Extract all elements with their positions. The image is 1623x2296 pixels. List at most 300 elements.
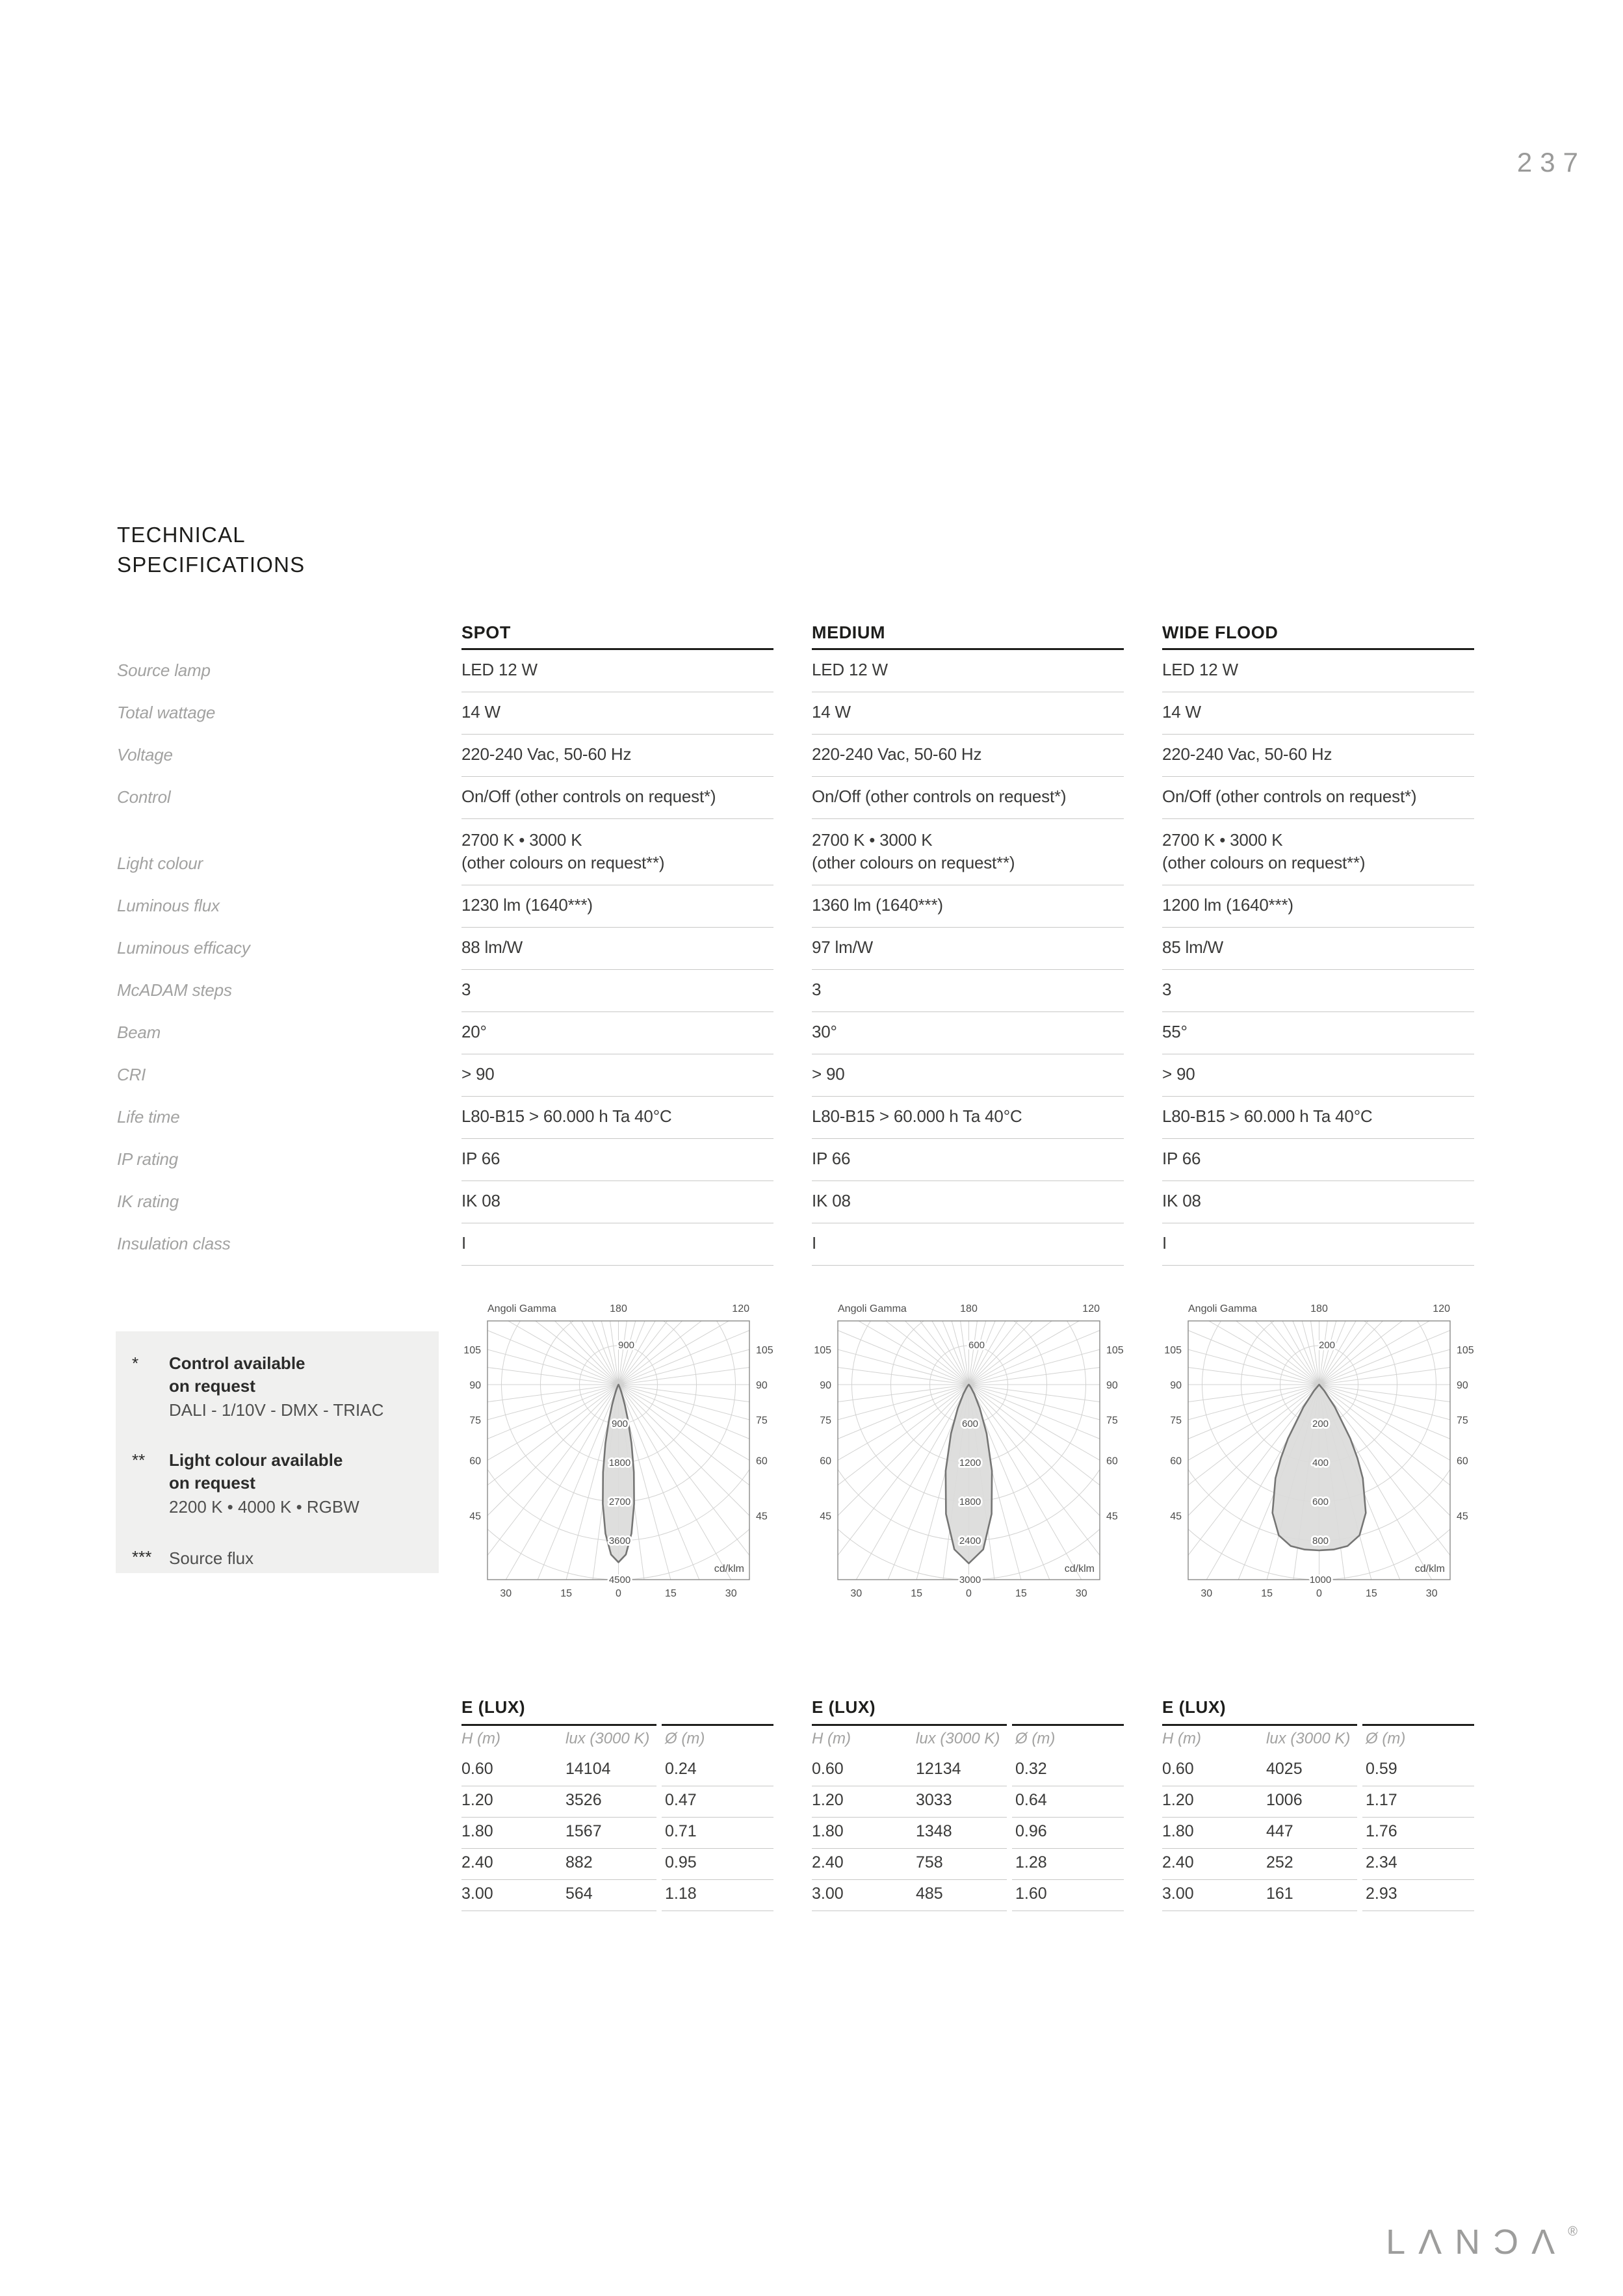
chart-label: 30 — [1425, 1588, 1438, 1599]
lux-cell-diameter: 0.95 — [662, 1849, 773, 1880]
spec-value-line: IK 08 — [461, 1191, 500, 1210]
lux-cell-lux: 4025 — [1266, 1760, 1303, 1778]
chart-label: 90 — [756, 1380, 768, 1391]
chart-label: 15 — [1015, 1588, 1027, 1599]
chart-label: 90 — [1170, 1380, 1182, 1391]
spec-value-line: 97 lm/W — [812, 937, 873, 957]
lux-cell-lux: 485 — [916, 1885, 943, 1903]
lux-data-row — [461, 1786, 773, 1818]
lux-cell-lux: 1348 — [916, 1822, 952, 1840]
spec-row-label: McADAM steps — [117, 980, 232, 1000]
chart-label: 400 — [1312, 1457, 1329, 1468]
lux-cell-lux: 12134 — [916, 1760, 961, 1778]
lux-cell-diameter: 0.24 — [662, 1755, 773, 1786]
footnote — [132, 1352, 427, 1422]
lux-cell-diameter: 1.76 — [1362, 1818, 1474, 1849]
spec-value — [461, 928, 773, 970]
spec-value-line: IP 66 — [812, 1149, 851, 1168]
footnote-title-line: Control available — [169, 1353, 305, 1373]
lux-row-group — [812, 1755, 1007, 1786]
spec-value-line: 85 lm/W — [1162, 937, 1223, 957]
chart-label: 105 — [1164, 1345, 1182, 1357]
chart-label: 30 — [850, 1588, 863, 1599]
wide-flood-photometric-chart — [1162, 1295, 1474, 1600]
lux-cell-diameter: 2.34 — [1362, 1849, 1474, 1880]
chart-label: 60 — [1457, 1455, 1468, 1467]
spec-value — [1162, 1223, 1474, 1266]
lux-cell-lux: 447 — [1266, 1822, 1293, 1840]
spec-row-label: IP rating — [117, 1149, 179, 1169]
column-header-medium: MEDIUM — [812, 619, 1124, 650]
footnote-mark: * — [132, 1353, 139, 1373]
lux-cell-height: 0.60 — [461, 1760, 493, 1778]
chart-label: 900 — [617, 1340, 635, 1351]
chart-label: cd/klm — [714, 1563, 744, 1574]
spec-value — [812, 650, 1124, 692]
lux-cell-height: 1.20 — [461, 1791, 493, 1809]
spec-value-line: 1200 lm (1640***) — [1162, 895, 1293, 915]
spec-value — [461, 1012, 773, 1054]
lux-row-group — [812, 1786, 1007, 1818]
spec-value-line: 88 lm/W — [461, 937, 523, 957]
lux-header-group — [812, 1726, 1007, 1755]
spec-value-line: > 90 — [812, 1064, 845, 1084]
chart-label: 4500 — [608, 1574, 631, 1585]
lux-header-diameter: Ø (m) — [1366, 1730, 1406, 1747]
spec-value-line: IP 66 — [461, 1149, 500, 1168]
chart-label: 30 — [500, 1588, 512, 1599]
chart-label: 75 — [469, 1415, 481, 1426]
spec-value-line: 20° — [461, 1022, 487, 1041]
lux-cell-lux: 14104 — [565, 1760, 611, 1778]
chart-label: 1800 — [959, 1496, 981, 1507]
chart-label: 15 — [1261, 1588, 1273, 1599]
lux-data-row — [1162, 1880, 1474, 1911]
spec-value — [1162, 650, 1474, 692]
lux-cell-lux: 564 — [565, 1885, 593, 1903]
spec-row-label: Total wattage — [117, 703, 216, 722]
chart-label: 200 — [1318, 1340, 1336, 1351]
lux-cell-height: 0.60 — [812, 1760, 844, 1778]
chart-label: 800 — [1312, 1535, 1329, 1546]
spec-value-line: 14 W — [812, 702, 851, 722]
spec-value — [812, 1097, 1124, 1139]
spec-value — [461, 692, 773, 735]
spec-row-label: Light colour — [117, 854, 203, 873]
chart-label: 120 — [732, 1303, 749, 1314]
lux-data-row — [812, 1755, 1124, 1786]
spec-value-line: L80-B15 > 60.000 h Ta 40°C — [1162, 1106, 1373, 1126]
chart-label: 3000 — [959, 1574, 981, 1585]
spec-value — [812, 1139, 1124, 1181]
lux-cell-diameter: 0.47 — [662, 1786, 773, 1818]
chart-label: 120 — [1082, 1303, 1100, 1314]
spec-value-line: I — [812, 1233, 817, 1253]
lux-header-diameter: Ø (m) — [1015, 1730, 1056, 1747]
lux-header-height: H (m) — [461, 1730, 500, 1747]
lux-row-group — [1162, 1880, 1357, 1911]
spec-row-label: Control — [117, 787, 171, 807]
spec-row-label: Luminous flux — [117, 896, 220, 915]
spec-value — [1162, 970, 1474, 1012]
spec-value — [1162, 1054, 1474, 1097]
footnote-mark: ** — [132, 1450, 146, 1470]
lux-cell-height: 1.20 — [812, 1791, 844, 1809]
spec-value-line: On/Off (other controls on request*) — [461, 787, 716, 806]
spec-value-line: 220-240 Vac, 50-60 Hz — [461, 744, 632, 764]
spec-value — [1162, 692, 1474, 735]
lux-cell-diameter: 1.18 — [662, 1880, 773, 1911]
lux-cell-lux: 1006 — [1266, 1791, 1303, 1809]
spec-value-line: 55° — [1162, 1022, 1188, 1041]
lux-table-title: E (LUX) — [812, 1697, 876, 1717]
spec-value-line: 30° — [812, 1022, 837, 1041]
spec-row-label: IK rating — [117, 1192, 179, 1211]
spec-value-line: 1230 lm (1640***) — [461, 895, 593, 915]
chart-label: 45 — [820, 1511, 831, 1522]
chart-label: 0 — [1316, 1588, 1322, 1599]
footnote-title-line: on request — [169, 1376, 255, 1396]
page-title — [117, 520, 305, 580]
lux-cell-diameter: 1.17 — [1362, 1786, 1474, 1818]
spec-value — [812, 928, 1124, 970]
spec-value-line: 220-240 Vac, 50-60 Hz — [1162, 744, 1332, 764]
chart-label: 180 — [1310, 1303, 1328, 1314]
spec-value — [1162, 885, 1474, 928]
lux-cell-height: 0.60 — [1162, 1760, 1194, 1778]
spec-value-line: 2700 K • 3000 K — [1162, 830, 1283, 850]
chart-label: 60 — [756, 1455, 768, 1467]
lux-data-row — [461, 1755, 773, 1786]
lux-cell-height: 2.40 — [812, 1853, 844, 1872]
lux-cell-lux: 161 — [1266, 1885, 1293, 1903]
page-title-line2: SPECIFICATIONS — [117, 553, 305, 577]
lux-header-row — [461, 1726, 773, 1755]
chart-label: 90 — [469, 1380, 481, 1391]
lux-row-group — [461, 1786, 656, 1818]
chart-label: 45 — [1170, 1511, 1182, 1522]
spec-value — [461, 650, 773, 692]
lux-header-diameter: Ø (m) — [665, 1730, 705, 1747]
spec-value — [461, 1223, 773, 1266]
lux-data-row — [461, 1818, 773, 1849]
footnote-detail: Source flux — [169, 1548, 254, 1568]
lux-cell-height: 3.00 — [812, 1885, 844, 1903]
footnote-title-line: Light colour available — [169, 1450, 343, 1470]
chart-label: 45 — [756, 1511, 768, 1522]
lux-cell-lux: 758 — [916, 1853, 943, 1872]
lux-cell-height: 1.80 — [1162, 1822, 1194, 1840]
spec-value-line: On/Off (other controls on request*) — [812, 787, 1067, 806]
lux-row-group — [812, 1818, 1007, 1849]
chart-label: 60 — [1170, 1455, 1182, 1467]
chart-label: 90 — [1106, 1380, 1118, 1391]
chart-label: Angoli Gamma — [838, 1303, 907, 1314]
lux-cell-diameter: 0.59 — [1362, 1755, 1474, 1786]
spec-value — [1162, 1097, 1474, 1139]
lux-cell-diameter: 0.71 — [662, 1818, 773, 1849]
chart-label: 60 — [469, 1455, 481, 1467]
spec-value-line: 1360 lm (1640***) — [812, 895, 943, 915]
chart-label: 75 — [1170, 1415, 1182, 1426]
spec-table — [117, 619, 1474, 1266]
lux-cell-lux: 3526 — [565, 1791, 602, 1809]
lux-data-row — [812, 1849, 1124, 1880]
lux-data-row — [812, 1818, 1124, 1849]
lux-header-lux: lux (3000 K) — [1266, 1730, 1351, 1747]
lux-cell-height: 1.80 — [812, 1822, 844, 1840]
chart-label: 120 — [1433, 1303, 1450, 1314]
footnote-body — [169, 1546, 427, 1570]
lux-row-group — [1162, 1849, 1357, 1880]
spec-value — [1162, 777, 1474, 819]
column-header-spot: SPOT — [461, 619, 773, 650]
spec-value — [812, 1012, 1124, 1054]
chart-label: 600 — [968, 1340, 985, 1351]
spec-value — [461, 885, 773, 928]
chart-label: 30 — [725, 1588, 737, 1599]
spec-value-line: (other colours on request**) — [461, 853, 665, 872]
lux-table — [812, 1691, 1124, 1911]
footnote-title-line: on request — [169, 1473, 255, 1493]
chart-label: 30 — [1201, 1588, 1213, 1599]
chart-label: 2700 — [608, 1496, 631, 1507]
spec-value-line: On/Off (other controls on request*) — [1162, 787, 1417, 806]
spec-value-line: > 90 — [461, 1064, 495, 1084]
lux-cell-diameter: 0.32 — [1012, 1755, 1124, 1786]
spec-value-line: LED 12 W — [461, 660, 538, 679]
spec-value — [1162, 819, 1474, 885]
lux-row-group — [812, 1849, 1007, 1880]
lux-table-title: E (LUX) — [461, 1697, 526, 1717]
footnote — [132, 1546, 427, 1570]
spec-value-line: I — [461, 1233, 467, 1253]
lux-header-group — [1162, 1726, 1357, 1755]
spec-row-label: Luminous efficacy — [117, 938, 250, 958]
chart-label: 2400 — [959, 1535, 981, 1546]
lux-row-group — [461, 1818, 656, 1849]
spec-row-label: Source lamp — [117, 660, 211, 680]
spec-value — [812, 1181, 1124, 1223]
lux-row-group — [461, 1880, 656, 1911]
lux-cell-height: 3.00 — [461, 1885, 493, 1903]
footnote-body — [169, 1449, 427, 1519]
chart-label: 75 — [820, 1415, 831, 1426]
chart-label: 15 — [664, 1588, 677, 1599]
spec-value — [1162, 1181, 1474, 1223]
chart-label: 15 — [560, 1588, 573, 1599]
spec-value — [461, 1181, 773, 1223]
lux-cell-lux: 882 — [565, 1853, 593, 1872]
spec-value-line: 3 — [461, 980, 471, 999]
lux-cell-lux: 1567 — [565, 1822, 602, 1840]
footnote-mark: *** — [132, 1547, 152, 1567]
lux-header-group — [461, 1726, 656, 1755]
lux-cell-height: 1.20 — [1162, 1791, 1194, 1809]
spec-value-line: L80-B15 > 60.000 h Ta 40°C — [812, 1106, 1022, 1126]
lux-data-row — [461, 1880, 773, 1911]
brand-logo-text: LΛNƆΛ — [1386, 2223, 1568, 2262]
column-header-wide-flood: WIDE FLOOD — [1162, 619, 1474, 650]
lux-data-row — [1162, 1755, 1474, 1786]
chart-label: 30 — [1075, 1588, 1087, 1599]
spec-value — [1162, 1139, 1474, 1181]
spec-value — [812, 1223, 1124, 1266]
spec-value-line: I — [1162, 1233, 1167, 1253]
lux-cell-lux: 252 — [1266, 1853, 1293, 1872]
lux-row-group — [812, 1880, 1007, 1911]
spec-value — [812, 1054, 1124, 1097]
lux-header-height: H (m) — [1162, 1730, 1201, 1747]
spec-value-line: L80-B15 > 60.000 h Ta 40°C — [461, 1106, 672, 1126]
lux-cell-diameter: 2.93 — [1362, 1880, 1474, 1911]
footnote-detail: 2200 K • 4000 K • RGBW — [169, 1497, 359, 1517]
spec-row-label: Voltage — [117, 745, 173, 764]
photometric-diagrams — [461, 1295, 1474, 1600]
spec-table-corner — [117, 619, 423, 650]
spec-value — [461, 819, 773, 885]
chart-label: 1200 — [959, 1457, 981, 1468]
chart-label: 105 — [756, 1345, 773, 1357]
chart-label: 90 — [1457, 1380, 1468, 1391]
chart-label: 105 — [463, 1345, 481, 1357]
lux-tables — [461, 1691, 1474, 1911]
chart-label: 60 — [820, 1455, 831, 1467]
spec-value — [812, 970, 1124, 1012]
spec-value-line: 3 — [1162, 980, 1172, 999]
lux-table — [461, 1691, 773, 1911]
spec-value-line: LED 12 W — [1162, 660, 1238, 679]
chart-label: 0 — [616, 1588, 621, 1599]
chart-label: 0 — [966, 1588, 972, 1599]
spec-value-line: 2700 K • 3000 K — [812, 830, 933, 850]
chart-label: 60 — [1106, 1455, 1118, 1467]
chart-label: 45 — [469, 1511, 481, 1522]
lux-header-lux: lux (3000 K) — [565, 1730, 650, 1747]
lux-header-row — [812, 1726, 1124, 1755]
lux-header-row — [1162, 1726, 1474, 1755]
spec-value-line: IK 08 — [812, 1191, 851, 1210]
spec-value — [461, 970, 773, 1012]
chart-label: 1000 — [1309, 1574, 1332, 1585]
chart-label: Angoli Gamma — [1188, 1303, 1257, 1314]
spec-value — [1162, 735, 1474, 777]
chart-label: 15 — [911, 1588, 923, 1599]
lux-cell-height: 1.80 — [461, 1822, 493, 1840]
spec-value-line: 14 W — [1162, 702, 1201, 722]
chart-label: 3600 — [608, 1535, 631, 1546]
lux-data-row — [812, 1880, 1124, 1911]
spec-value-line: IP 66 — [1162, 1149, 1201, 1168]
spec-value — [461, 1054, 773, 1097]
lux-cell-height: 2.40 — [461, 1853, 493, 1872]
notes-box — [116, 1331, 439, 1573]
spec-value-line: > 90 — [1162, 1064, 1195, 1084]
chart-label: 105 — [1106, 1345, 1124, 1357]
chart-label: 105 — [1457, 1345, 1474, 1357]
spec-value-line: 2700 K • 3000 K — [461, 830, 582, 850]
lux-data-row — [1162, 1818, 1474, 1849]
chart-label: Angoli Gamma — [487, 1303, 556, 1314]
spec-value — [1162, 1012, 1474, 1054]
lux-data-row — [812, 1786, 1124, 1818]
lux-cell-diameter: 0.96 — [1012, 1818, 1124, 1849]
spec-value — [812, 735, 1124, 777]
chart-label: 1800 — [608, 1457, 631, 1468]
footnote-body — [169, 1352, 427, 1422]
lux-data-row — [1162, 1849, 1474, 1880]
spec-row-label: Life time — [117, 1107, 180, 1127]
spec-value — [461, 1097, 773, 1139]
lux-cell-diameter: 1.28 — [1012, 1849, 1124, 1880]
spec-value — [812, 692, 1124, 735]
spec-value-line: 14 W — [461, 702, 500, 722]
chart-label: 15 — [1365, 1588, 1377, 1599]
chart-label: 75 — [756, 1415, 768, 1426]
lux-header-height: H (m) — [812, 1730, 851, 1747]
chart-label: 105 — [814, 1345, 831, 1357]
medium-photometric-chart — [812, 1295, 1124, 1600]
lux-table-title: E (LUX) — [1162, 1697, 1227, 1717]
lux-row-group — [461, 1849, 656, 1880]
spec-value — [812, 819, 1124, 885]
chart-label: 45 — [1106, 1511, 1118, 1522]
brand-logo — [1386, 2222, 1578, 2262]
chart-label: 900 — [611, 1418, 629, 1429]
lux-table — [1162, 1691, 1474, 1911]
lux-row-group — [461, 1755, 656, 1786]
page-title-line1: TECHNICAL — [117, 523, 246, 547]
lux-data-row — [1162, 1786, 1474, 1818]
chart-label: 180 — [610, 1303, 627, 1314]
spec-value — [812, 885, 1124, 928]
chart-label: 75 — [1106, 1415, 1118, 1426]
footnote-detail: DALI - 1/10V - DMX - TRIAC — [169, 1400, 384, 1420]
spec-row-label: CRI — [117, 1065, 146, 1084]
lux-row-group — [1162, 1755, 1357, 1786]
lux-row-group — [1162, 1786, 1357, 1818]
spec-row-label: Insulation class — [117, 1234, 231, 1253]
spec-value-line: 3 — [812, 980, 822, 999]
footnote — [132, 1449, 427, 1519]
chart-label: 75 — [1457, 1415, 1468, 1426]
spec-row-label: Beam — [117, 1023, 161, 1042]
chart-label: 45 — [1457, 1511, 1468, 1522]
spot-photometric-chart — [461, 1295, 773, 1600]
registered-mark: ® — [1568, 2224, 1578, 2239]
chart-label: 90 — [820, 1380, 831, 1391]
spec-value — [1162, 928, 1474, 970]
lux-cell-diameter: 0.64 — [1012, 1786, 1124, 1818]
chart-label: 600 — [961, 1418, 979, 1429]
spec-value — [461, 1139, 773, 1181]
page-number: 237 — [1516, 147, 1586, 177]
spec-value-line: IK 08 — [1162, 1191, 1201, 1210]
chart-label: cd/klm — [1414, 1563, 1445, 1574]
lux-header-lux: lux (3000 K) — [916, 1730, 1000, 1747]
spec-value-line: 220-240 Vac, 50-60 Hz — [812, 744, 982, 764]
lux-cell-diameter: 1.60 — [1012, 1880, 1124, 1911]
lux-data-row — [461, 1849, 773, 1880]
spec-value-line: LED 12 W — [812, 660, 888, 679]
chart-label: 200 — [1312, 1418, 1329, 1429]
lux-cell-lux: 3033 — [916, 1791, 952, 1809]
lux-cell-height: 2.40 — [1162, 1853, 1194, 1872]
lux-row-group — [1162, 1818, 1357, 1849]
spec-value — [461, 735, 773, 777]
spec-value — [461, 777, 773, 819]
chart-label: 180 — [960, 1303, 978, 1314]
